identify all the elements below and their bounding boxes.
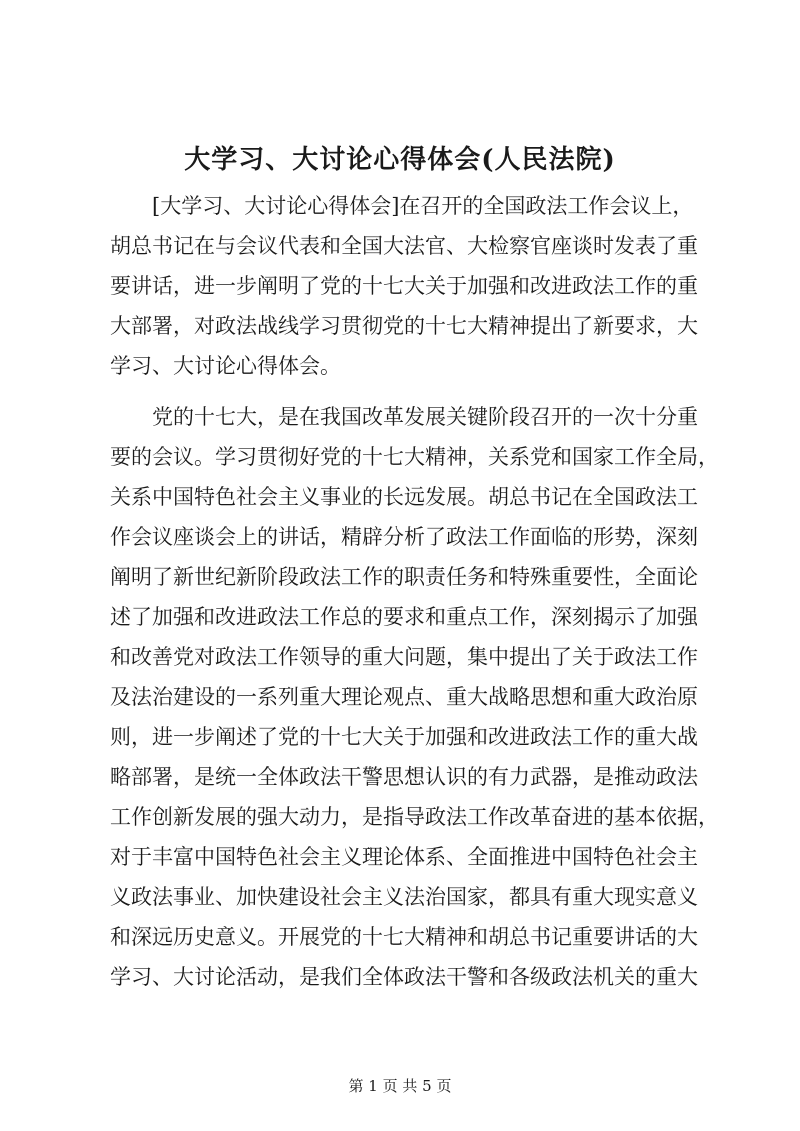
paragraph-line: 阐明了新世纪新阶段政法工作的职责任务和特殊重要性，全面论 — [110, 565, 698, 589]
paragraph-line: 学习、大讨论心得体会。 — [110, 354, 341, 378]
paragraph-line: 学习、大讨论活动，是我们全体政法干警和各级政法机关的重大 — [110, 965, 698, 989]
paragraph-line: 和改善党对政法工作领导的重大问题，集中提出了关于政法工作 — [110, 645, 698, 669]
document-title: 大学习、大讨论心得体会(人民法院) — [184, 145, 616, 175]
paragraph-line: 及法治建设的一系列重大理论观点、重大战略思想和重大政治原 — [110, 685, 698, 709]
paragraph-line: 要讲话，进一步阐明了党的十七大关于加强和改进政法工作的重 — [110, 274, 698, 298]
paragraph-line: 关系中国特色社会主义事业的长远发展。胡总书记在全国政法工 — [110, 485, 698, 509]
paragraph-line: [大学习、大讨论心得体会]在召开的全国政法工作会议上， — [110, 194, 694, 218]
paragraph-line: 义政法事业、加快建设社会主义法治国家，都具有重大现实意义 — [110, 885, 698, 909]
paragraph-line: 略部署，是统一全体政法干警思想认识的有力武器，是推动政法 — [110, 765, 698, 789]
paragraph-line: 和深远历史意义。开展党的十七大精神和胡总书记重要讲话的大 — [110, 925, 698, 949]
paragraph-2 — [110, 397, 719, 997]
paragraph-line: 则，进一步阐述了党的十七大关于加强和改进政法工作的重大战 — [110, 725, 698, 749]
paragraph-line: 对于丰富中国特色社会主义理论体系、全面推进中国特色社会主 — [110, 845, 698, 869]
document-body — [110, 186, 719, 1008]
paragraph-1 — [110, 186, 698, 386]
paragraph-line: 胡总书记在与会议代表和全国大法官、大检察官座谈时发表了重 — [110, 234, 698, 258]
paragraph-line: 述了加强和改进政法工作总的要求和重点工作，深刻揭示了加强 — [110, 605, 698, 629]
paragraph-line: 党的十七大，是在我国改革发展关键阶段召开的一次十分重 — [110, 405, 698, 429]
page-footer: 第 1 页 共 5 页 — [348, 1077, 452, 1095]
paragraph-line: 大部署，对政法战线学习贯彻党的十七大精神提出了新要求，大 — [110, 314, 698, 338]
paragraph-line: 作会议座谈会上的讲话，精辟分析了政法工作面临的形势，深刻 — [110, 525, 698, 549]
paragraph-line: 工作创新发展的强大动力，是指导政法工作改革奋进的基本依据， — [110, 805, 719, 829]
paragraph-line: 要的会议。学习贯彻好党的十七大精神，关系党和国家工作全局， — [110, 445, 719, 469]
